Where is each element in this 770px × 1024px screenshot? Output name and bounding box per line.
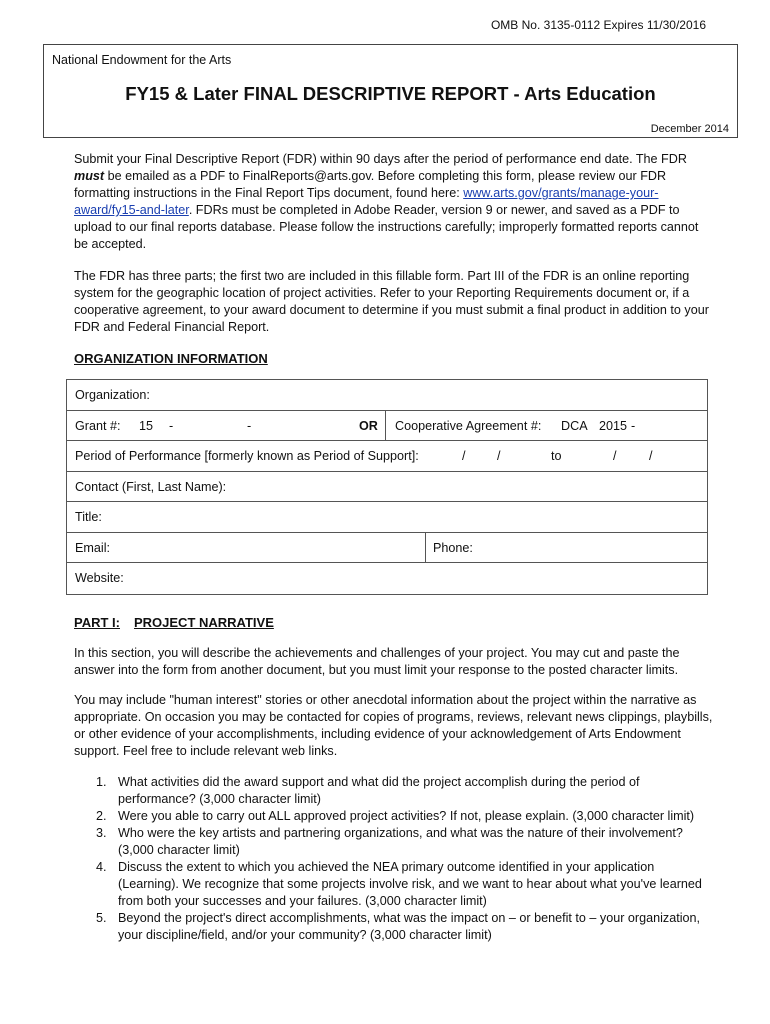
list-item: 1. What activities did the award support and what did the project accomplish during the period of performance? (3,000 character limit) bbox=[96, 775, 640, 806]
organization-label: Organization: bbox=[75, 388, 150, 402]
list-item: 5. Beyond the project's direct accomplishments, what was the impact on – or benefit to – your organization, your discipline/field, and/or your community? (3,000 character limit) bbox=[96, 911, 701, 942]
email-label: Email: bbox=[75, 540, 110, 555]
coop-agreement-label: Cooperative Agreement #: bbox=[395, 418, 542, 433]
intro-paragraph-2: The FDR has three parts; the first two are included in this fillable form. Part III of the FDR is an online reporting system for the geographic location of project activities. Refer to your Reporting Requirements document or, if a cooperative agreement, to your award document to determine if you must submit a final product in addition to your FDR and Federal Financial Report. bbox=[74, 269, 709, 334]
date-slash: / bbox=[462, 449, 466, 463]
period-label: Period of Performance [formerly known as Period of Support]: bbox=[75, 449, 419, 463]
part1-paragraph-1: In this section, you will describe the achievements and challenges of your project. You may cut and paste the answer into the form from another document, but you must limit your response to the posted character limits. bbox=[74, 646, 680, 677]
contact-row[interactable] bbox=[67, 472, 707, 503]
intro-paragraph-1: Submit your Final Descriptive Report (FDR) within 90 days after the period of performance end date. The FDR must be emailed as a PDF to FinalReports@arts.gov. Before completing this form, please review our FDR formatting instructions in the Final Report Tips document, found here: www.arts.gov/grants/manage-your-award/fy15-and-later. FDRs must be completed in Adobe Reader, version 9 or newer, and saved as a PDF to upload to our final reports database. Please follow the instructions carefully; improperly formatted reports cannot be accepted. bbox=[74, 152, 699, 251]
email-phone-row bbox=[67, 533, 707, 564]
grant-dash: - bbox=[169, 418, 174, 433]
fdr-tips-link[interactable]: www.arts.gov/grants/manage-your-award/fy15-and-later bbox=[74, 186, 659, 217]
header-box bbox=[43, 44, 738, 138]
organization-row[interactable] bbox=[67, 380, 707, 411]
org-info-table bbox=[66, 379, 708, 595]
page-title: FY15 & Later FINAL DESCRIPTIVE REPORT - Arts Education bbox=[125, 83, 656, 104]
grant-dash: - bbox=[247, 418, 252, 433]
list-item: 2. Were you able to carry out ALL approved project activities? If not, please explain. (3,000 character limit) bbox=[96, 809, 695, 823]
form-date: December 2014 bbox=[650, 123, 729, 135]
part1-paragraph-2: You may include "human interest" stories or other anecdotal information about the project within the narrative as appropriate. On occasion you may be contacted for copies of programs, reviews, relevant news clippings, playbills, or other evidence of your accomplishments, including evidence of your acknowledgement of Arts Endowment support. Feel free to include relevant web links. bbox=[74, 693, 713, 758]
or-label: OR bbox=[359, 418, 378, 433]
coop-dash: - bbox=[631, 418, 636, 433]
date-slash: / bbox=[497, 449, 501, 463]
to-label: to bbox=[551, 449, 562, 463]
omb-number: OMB No. 3135-0112 Expires 11/30/2016 bbox=[490, 18, 706, 32]
date-slash: / bbox=[649, 449, 653, 463]
coop-year: 2015 bbox=[599, 418, 628, 433]
must-emphasis: must bbox=[74, 169, 105, 183]
list-item: 4. Discuss the extent to which you achieved the NEA primary outcome identified in your application (Learning). We recognize that some projects involve risk, and we want to hear about what you've learned from both your successes and your failures. (3,000 character limit) bbox=[96, 860, 702, 908]
title-label: Title: bbox=[75, 510, 102, 524]
org-info-heading: ORGANIZATION INFORMATION bbox=[74, 351, 268, 366]
grant-label: Grant #: bbox=[75, 418, 121, 433]
part1-heading: PART I: PROJECT NARRATIVE bbox=[74, 615, 274, 630]
coop-prefix: DCA bbox=[561, 418, 588, 433]
question-list bbox=[96, 774, 716, 944]
list-item: 3. Who were the key artists and partnering organizations, and what was the nature of their involvement? (3,000 character limit) bbox=[96, 826, 683, 857]
grant-prefix: 15 bbox=[139, 418, 154, 433]
grant-row bbox=[67, 411, 707, 442]
title-row[interactable] bbox=[67, 502, 707, 533]
agency-name: National Endowment for the Arts bbox=[52, 53, 232, 67]
website-row[interactable] bbox=[67, 563, 707, 594]
date-slash: / bbox=[613, 449, 617, 463]
website-label: Website: bbox=[75, 571, 124, 585]
contact-label: Contact (First, Last Name): bbox=[75, 479, 227, 494]
phone-label: Phone: bbox=[433, 540, 473, 555]
period-row bbox=[67, 441, 707, 472]
